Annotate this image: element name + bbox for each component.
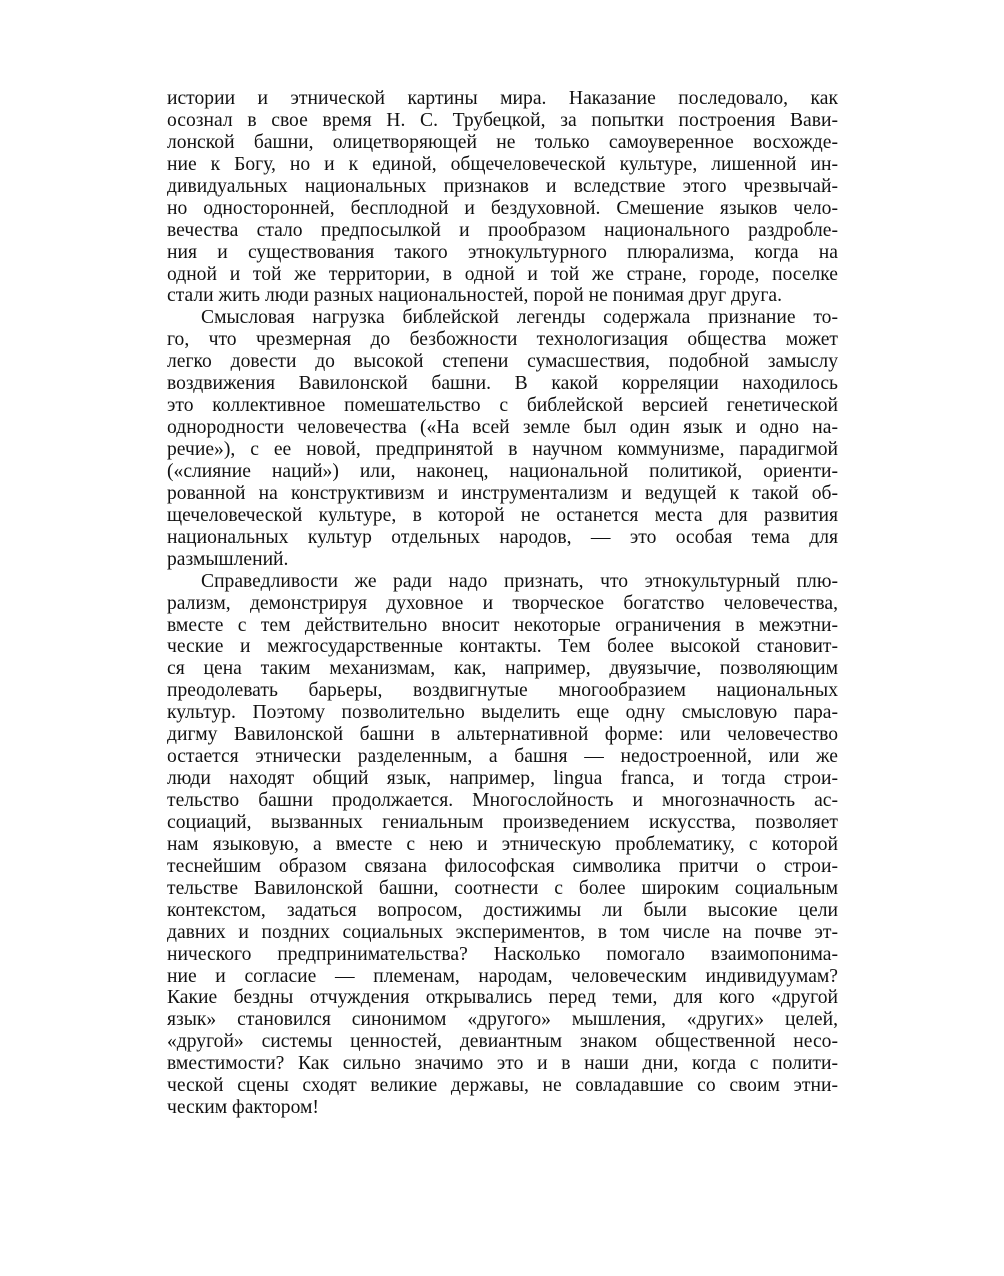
text-line: го, что чрезмерная до безбожности технологизация общества может bbox=[167, 329, 838, 351]
text-line: но односторонней, бесплодной и бездуховной. Смешение языков чело- bbox=[167, 197, 838, 219]
text-line: язык» становился синонимом «другого» мышления, «других» целей, bbox=[167, 1009, 838, 1031]
text-line: «другой» системы ценностей, девиантным знаком общественной несо- bbox=[167, 1031, 838, 1053]
text-line: национальных культур отдельных народов, — это особая тема для bbox=[167, 526, 838, 548]
text-line: легко довести до высокой степени сумасшествия, подобной замыслу bbox=[167, 351, 838, 373]
text-line: люди находят общий язык, например, lingua franca, и тогда строи- bbox=[167, 768, 838, 790]
text-line: нам языковую, а вместе с нею и этническую проблематику, с которой bbox=[167, 833, 838, 855]
text-line: контекстом, задаться вопросом, достижимы ли были высокие цели bbox=[167, 899, 838, 921]
text-line: теснейшим образом связана философская символика притчи о строи- bbox=[167, 855, 838, 877]
paragraph-2 bbox=[167, 307, 838, 570]
text-line: рализм, демонстрируя духовное и творческое богатство человечества, bbox=[167, 592, 838, 614]
text-line: ческой сцены сходят великие державы, не совладавшие со своим этни- bbox=[167, 1075, 838, 1097]
text-line: истории и этнической картины мира. Наказание последовало, как bbox=[167, 88, 838, 109]
text-line: тельство башни продолжается. Многослойность и многозначность ас- bbox=[167, 790, 838, 811]
text-line: ния и существования такого этнокультурного плюрализма, когда на bbox=[167, 241, 838, 263]
text-line: ческие и межгосударственные контакты. Тем более высокой становит- bbox=[167, 636, 838, 658]
text-line: остается этнически разделенным, а башня — недостроенной, или же bbox=[167, 746, 838, 768]
text-line: Смысловая нагрузка библейской легенды содержала признание то- bbox=[201, 307, 838, 329]
paragraph-1 bbox=[167, 88, 838, 307]
text-line: лонской башни, олицетворяющей не только самоуверенное восхожде- bbox=[167, 131, 838, 153]
text-line: щечеловеческой культуре, в которой не останется места для развития bbox=[167, 504, 838, 526]
text-line: дигму Вавилонской башни в альтернативной форме: или человечество bbox=[167, 724, 838, 746]
text-line: вечества стало предпосылкой и прообразом национального раздробле- bbox=[167, 219, 838, 241]
text-line: Справедливости же ради надо признать, что этнокультурный плю- bbox=[201, 570, 838, 592]
document-page bbox=[167, 88, 838, 1119]
text-line: Какие бездны отчуждения открывались перед теми, для кого «другой bbox=[167, 987, 838, 1009]
text-line: одной и той же территории, в одной и той же стране, городе, поселке bbox=[167, 263, 838, 285]
text-line: культур. Поэтому позволительно выделить еще одну смысловую пара- bbox=[167, 702, 838, 724]
text-line: давних и поздних социальных экспериментов, в том числе на почве эт- bbox=[167, 921, 838, 943]
text-line: стали жить люди разных национальностей, порой не понимая друг друга. bbox=[167, 285, 782, 307]
text-line: размышлений. bbox=[167, 548, 289, 570]
text-line: речие»), с ее новой, предпринятой в научном коммунизме, парадигмой bbox=[167, 439, 838, 460]
text-line: ческим фактором! bbox=[167, 1097, 319, 1119]
text-line: вместимости? Как сильно значимо это и в наши дни, когда с полити- bbox=[167, 1053, 838, 1075]
text-line: тельстве Вавилонской башни, соотнести с более широким социальным bbox=[167, 877, 838, 899]
text-line: рованной на конструктивизм и инструментализм и ведущей к такой об- bbox=[167, 482, 838, 504]
paragraph-3 bbox=[167, 571, 838, 1119]
text-line: дивидуальных национальных признаков и вследствие этого чрезвычай- bbox=[167, 175, 838, 197]
text-line: нического предпринимательства? Насколько помогало взаимопонима- bbox=[167, 943, 838, 965]
text-line: воздвижения Вавилонской башни. В какой корреляции находилось bbox=[167, 373, 838, 395]
text-line: осознал в свое время Н. С. Трубецкой, за попытки построения Вави- bbox=[167, 109, 838, 131]
text-line: вместе с тем действительно вносит некоторые ограничения в межэтни- bbox=[167, 614, 838, 636]
text-line: социаций, вызванных гениальным произведением искусства, позволяет bbox=[167, 811, 838, 833]
text-line: это коллективное помешательство с библейской версией генетической bbox=[167, 395, 838, 417]
text-line: («слияние наций») или, наконец, национальной политикой, ориенти- bbox=[167, 460, 838, 482]
text-line: ся цена таким механизмам, как, например, двуязычие, позволяющим bbox=[167, 658, 838, 680]
text-line: ние к Богу, но и к единой, общечеловеческой культуре, лишенной ин- bbox=[167, 153, 838, 175]
text-line: преодолевать барьеры, воздвигнутые многообразием национальных bbox=[167, 680, 838, 702]
text-line: однородности человечества («На всей земле был один язык и одно на- bbox=[167, 417, 838, 439]
text-line: ние и согласие — племенам, народам, человеческим индивидуумам? bbox=[167, 965, 838, 987]
